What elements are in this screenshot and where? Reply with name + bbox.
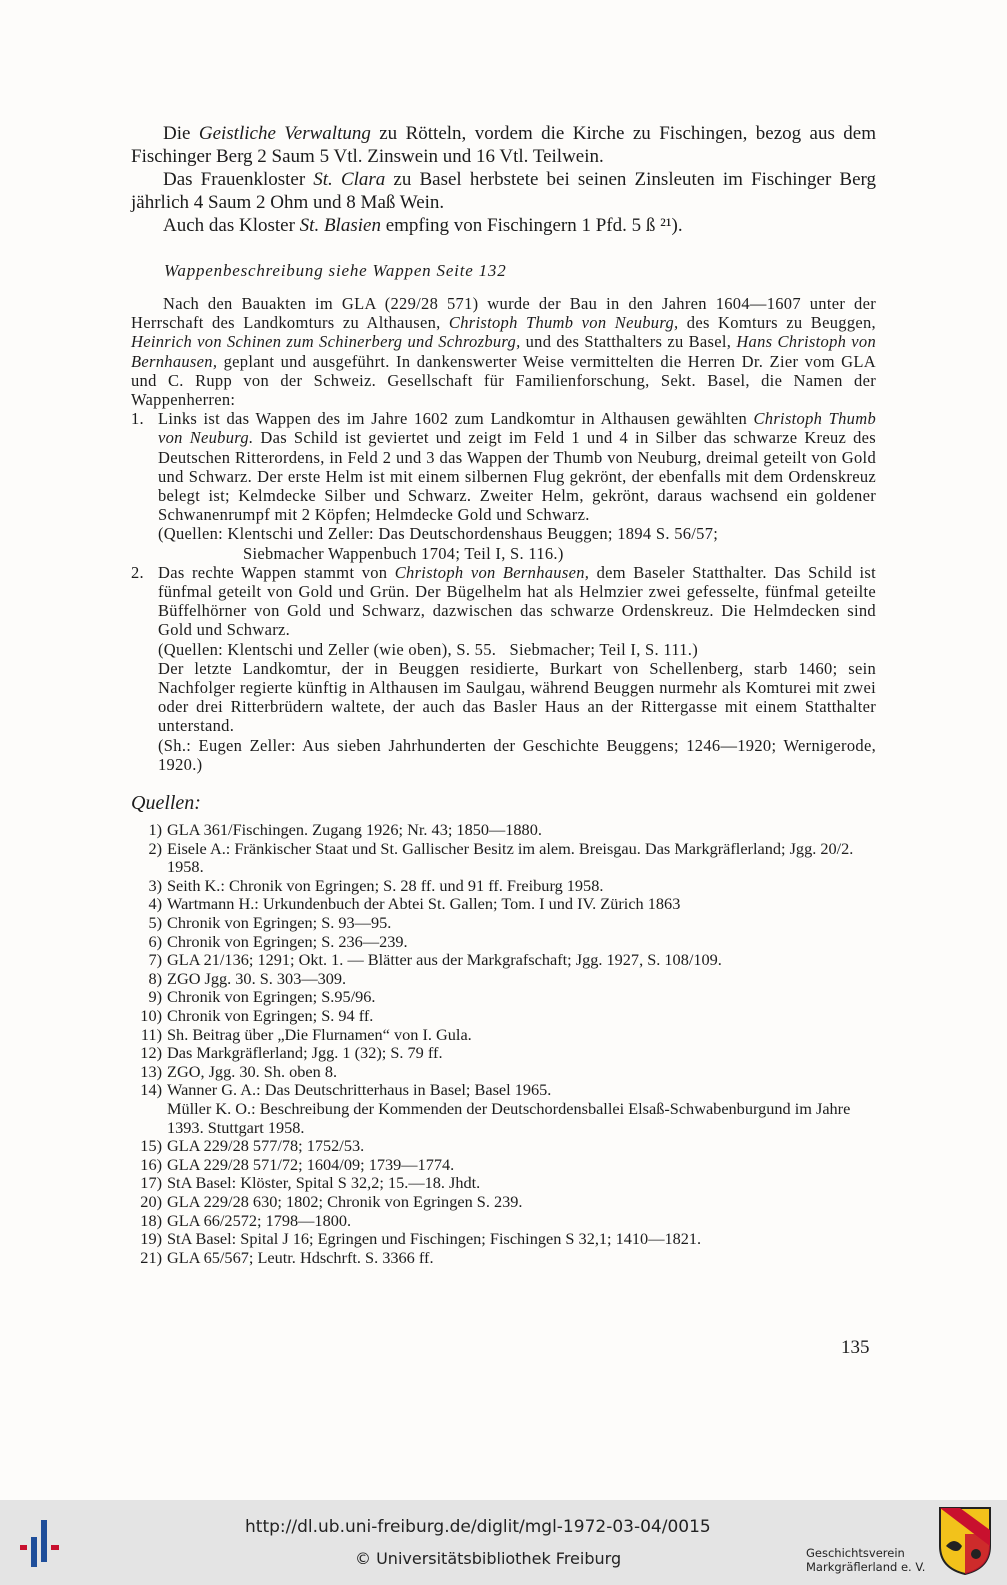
quellen-item-number: 9) [148, 987, 162, 1007]
quellen-item-number: 2) [148, 838, 162, 858]
quellen-item-number: 3) [148, 875, 162, 895]
quellen-item-text: Eisele A.: Fränkischer Staat und St. Gallischer Besitz im alem. Breisgau. Das Markgräflerland; Jgg. 20/2. 1958. [167, 838, 854, 877]
coat-of-arms-icon [938, 1506, 992, 1580]
quellen-item-text: GLA 229/28 577/78; 1752/53. [167, 1136, 365, 1156]
wappen-2-description: Das rechte Wappen stammt von Christoph von Bernhausen, dem Baseler Statthalter. Das Schild ist fünfmal geteilt von Gold und Grün. Der Bügelhelm hat als Helmzier zwei gefesselte, fünfmal geteilte Büffelhörner von Gold und Schwarz, dazwischen das schwarze Ordenskreuz. Die Helmdecken sind Gold und Schwarz. [158, 562, 876, 640]
paragraph-bauakten: Nach den Bauakten im GLA (229/28 571) wurde der Bau in den Jahren 1604—1607 unter der Herrschaft des Landkomturs zu Althausen, Christoph Thumb von Neuburg, des Komturs zu Beuggen, Heinrich von Schinen zum Schinerberg und Schrozburg, und des Statthalters zu Basel, Hans Christoph von Bernhausen, geplant und ausgeführt. In dankenswerter Weise vermittelten die Herren Dr. Zier vom GLA und C. Rupp von der Schweiz. Gesellschaft für Familienforschung, Sekt. Basel, die Namen der Wappenherren: [131, 294, 877, 410]
quellen-item-text: Seith K.: Chronik von Egringen; S. 28 ff. und 91 ff. Freiburg 1958. [167, 875, 604, 895]
paragraph-st-blasien: Auch das Kloster St. Blasien empfing von Fischingern 1 Pfd. 5 ß ²¹). [163, 215, 683, 236]
quellen-item-text: GLA 229/28 630; 1802; Chronik von Egringen S. 239. [167, 1191, 523, 1211]
quellen-item-number: 6) [148, 931, 162, 951]
quellen-item-number: 4) [148, 894, 162, 914]
quellen-item-text: StA Basel: Klöster, Spital S 32,2; 15.—18. Jhdt. [167, 1173, 481, 1193]
quellen-item [131, 1007, 876, 1026]
footer-url-link[interactable]: http://dl.ub.uni-freiburg.de/diglit/mgl-1972-03-04/0015 [245, 1517, 711, 1537]
quellen-item-number: 14) [140, 1080, 162, 1100]
quellen-item-number: 18) [140, 1210, 162, 1230]
quellen-item-number [131, 1100, 167, 1137]
quellen-item [131, 1081, 876, 1100]
section-heading-wappen: Wappenbeschreibung siehe Wappen Seite 132 [164, 261, 507, 280]
quellen-item-number: 11) [140, 1024, 162, 1044]
wappen-1-description: Links ist das Wappen des im Jahre 1602 zum Landkomtur in Althausen gewählten Christoph Thumb von Neuburg. Das Schild ist geviertet und zeigt im Feld 1 und 4 in Silber das schwarze Kreuz des Deutschen Ritterordens, in Feld 2 und 3 das Wappen der Thumb von Neuburg, dreimal geteilt von Gold und Schwarz. Der erste Helm ist mit einem silbernen Flug gekrönt, der ebenfalls mit dem Ordenskreuz belegt ist; Kelmdecke Silber und Schwarz. Zweiter Helm, gekrönt, daraus wachsend ein goldener Schwanenrumpf mit 2 Köpfen; Helmdecke Gold und Schwarz. [158, 409, 877, 525]
quellen-item-number: 13) [140, 1061, 162, 1081]
quellen-item-number: 12) [140, 1043, 162, 1063]
quellen-item-number: 8) [148, 968, 162, 988]
quellen-item-number: 19) [140, 1229, 162, 1249]
quellen-item-text: Wartmann H.: Urkundenbuch der Abtei St. Gallen; Tom. I und IV. Zürich 1863 [167, 894, 681, 914]
paragraph-geistliche-verwaltung: Die Geistliche Verwaltung zu Rötteln, vordem die Kirche zu Fischingen, bezog aus dem Fischinger Berg 2 Saum 5 Vtl. Zinswein und 16 Vtl. Teilwein. [131, 123, 876, 167]
quellen-item-number: 1) [148, 820, 162, 840]
quellen-item-number: 7) [148, 950, 162, 970]
quellen-item-text: ZGO Jgg. 30. S. 303—309. [167, 968, 347, 988]
quellen-item [131, 951, 876, 970]
quellen-item [131, 1063, 876, 1082]
quellen-item-number: 17) [140, 1173, 162, 1193]
quellen-item [131, 1174, 876, 1193]
intro-section [131, 122, 876, 237]
quellen-item-text: StA Basel: Spital J 16; Egringen und Fischingen; Fischingen S 32,1; 1410—1821. [167, 1229, 702, 1249]
wappen-section [131, 294, 876, 774]
quellen-item-number: 21) [140, 1247, 162, 1267]
quellen-item-text: Chronik von Egringen; S. 94 ff. [167, 1006, 374, 1026]
paragraph-st-clara: Das Frauenkloster St. Clara zu Basel herbstete bei seinen Zinsleuten im Fischinger Berg jährlich 4 Saum 2 Ohm und 8 Maß Wein. [131, 169, 876, 213]
quellen-item [131, 1156, 876, 1175]
footer-bar [0, 1500, 1007, 1585]
quellen-item [131, 1137, 876, 1156]
quellen-item-text: GLA 66/2572; 1798—1800. [167, 1210, 352, 1230]
quellen-item-text: Wanner G. A.: Das Deutschritterhaus in Basel; Basel 1965. [167, 1080, 552, 1100]
footer-copyright: © Universitätsbibliothek Freiburg [355, 1549, 622, 1568]
quellen-item [131, 1044, 876, 1063]
quellen-item [131, 1193, 876, 1212]
quellen-item-text: Sh. Beitrag über „Die Flurnamen“ von I. Gula. [167, 1024, 472, 1044]
quellen-item-number: 20) [140, 1191, 162, 1211]
quellen-item-text: GLA 361/Fischingen. Zugang 1926; Nr. 43; 1850—1880. [167, 820, 542, 840]
quellen-item [131, 933, 876, 952]
ub-freiburg-logo-icon[interactable] [20, 1515, 62, 1577]
quellen-item [131, 1100, 876, 1137]
quellen-item [131, 895, 876, 914]
quellen-heading: Quellen: [131, 792, 201, 815]
quellen-item-text: Das Markgräflerland; Jgg. 1 (32); S. 79 ff. [167, 1043, 443, 1063]
quellen-item [131, 914, 876, 933]
wappen-1-source: (Quellen: Klentschi und Zeller: Das Deutschordenshaus Beuggen; 1894 S. 56/57; [158, 524, 719, 544]
quellen-item-text: GLA 65/567; Leutr. Hdschrft. S. 3366 ff. [167, 1247, 434, 1267]
quellen-item [131, 840, 876, 877]
quellen-item-text: Chronik von Egringen; S. 236—239. [167, 931, 408, 951]
page-content [131, 122, 876, 1267]
list-item-wappen-2: 2. Das rechte Wappen stammt von Christoph von Bernhausen, dem Baseler Statthalter. Das Schild ist fünfmal geteilt von Gold und Grün. Der Bügelhelm hat als Helmzier zwei gefesselte, fünfmal geteilte Büffelhörner von Gold und Schwarz, dazwischen das schwarze Ordenskreuz. Die Helmdecken sind Gold und Schwarz. (Quellen: Klentschi und Zeller (wie oben), S. 55. Siebmacher; Teil I, S. 111.) Der letzte Landkomtur, der in Beuggen residierte, Burkart von Schellenberg, starb 1460; sein Nachfolger regierte künftig in Althausen im Saulgau, während Beuggen nurmehr als Komturei mit zwei oder drei Ritterbrüdern waltete, der auch das Basler Haus an der Rittergasse mit einem Statthalter unterstand. (Sh.: Eugen Zeller: Aus sieben Jahrhunderten der Geschichte Beuggens; 1246—1920; Wernigerode, 1920.) [131, 562, 876, 774]
quellen-item-number: 10) [140, 1006, 162, 1026]
quellen-item [131, 1212, 876, 1231]
quellen-item-text: ZGO, Jgg. 30. Sh. oben 8. [167, 1061, 338, 1081]
quellen-item [131, 1026, 876, 1045]
list-item-wappen-1: 1. Links ist das Wappen des im Jahre 1602 zum Landkomtur in Althausen gewählten Christoph Thumb von Neuburg. Das Schild ist geviertet und zeigt im Feld 1 und 4 in Silber das schwarze Kreuz des Deutschen Ritterordens, in Feld 2 und 3 das Wappen der Thumb von Neuburg, dreimal geteilt von Gold und Schwarz. Der erste Helm ist mit einem silbernen Flug gekrönt, der ebenfalls mit dem Ordenskreuz belegt ist; Kelmdecke Silber und Schwarz. Zweiter Helm, gekrönt, daraus wachsend ein goldener Schwanenrumpf mit 2 Köpfen; Helmdecke Gold und Schwarz. (Quellen: Klentschi und Zeller: Das Deutschordenshaus Beuggen; 1894 S. 56/57; Siebmacher Wappenbuch 1704; Teil I, S. 116.) [131, 409, 877, 563]
quellen-item [131, 988, 876, 1007]
quellen-item-number: 5) [148, 913, 162, 933]
quellen-item [131, 1230, 876, 1249]
wappen-2-source: (Quellen: Klentschi und Zeller (wie oben), S. 55. Siebmacher; Teil I, S. 111.) [158, 639, 699, 659]
quellen-item-text: Müller K. O.: Beschreibung der Kommenden der Deutschordensballei Elsaß-Schwabenburgund im Jahre 1393. Stuttgart 1958. [167, 1098, 851, 1137]
quellen-item-text: Chronik von Egringen; S.95/96. [167, 987, 376, 1007]
quellen-item [131, 970, 876, 989]
quellen-item-text: Chronik von Egringen; S. 93—95. [167, 913, 392, 933]
society-name: Geschichtsverein Markgräflerland e. V. [806, 1546, 926, 1574]
quellen-list [131, 821, 876, 1267]
reference-zeller: (Sh.: Eugen Zeller: Aus sieben Jahrhunderten der Geschichte Beuggens; 1246—1920; Wernigerode, 1920.) [158, 735, 876, 774]
quellen-item [131, 821, 876, 840]
quellen-item-text: GLA 229/28 571/72; 1604/09; 1739—1774. [167, 1154, 455, 1174]
wappen-1-source-cont: Siebmacher Wappenbuch 1704; Teil I, S. 116.) [243, 543, 564, 563]
page-number: 135 [841, 1337, 870, 1358]
quellen-item-number: 16) [140, 1154, 162, 1174]
paragraph-landkomtur: Der letzte Landkomtur, der in Beuggen residierte, Burkart von Schellenberg, starb 1460; sein Nachfolger regierte künftig in Althausen im Saulgau, während Beuggen nurmehr als Komturei mit zwei oder drei Ritterbrüdern waltete, der auch das Basler Haus an der Rittergasse mit einem Statthalter unterstand. [158, 658, 876, 736]
quellen-item [131, 1249, 876, 1268]
quellen-item-text: GLA 21/136; 1291; Okt. 1. — Blätter aus der Markgrafschaft; Jgg. 1927, S. 108/109. [167, 950, 722, 970]
quellen-item-number: 15) [140, 1136, 162, 1156]
quellen-item [131, 877, 876, 896]
